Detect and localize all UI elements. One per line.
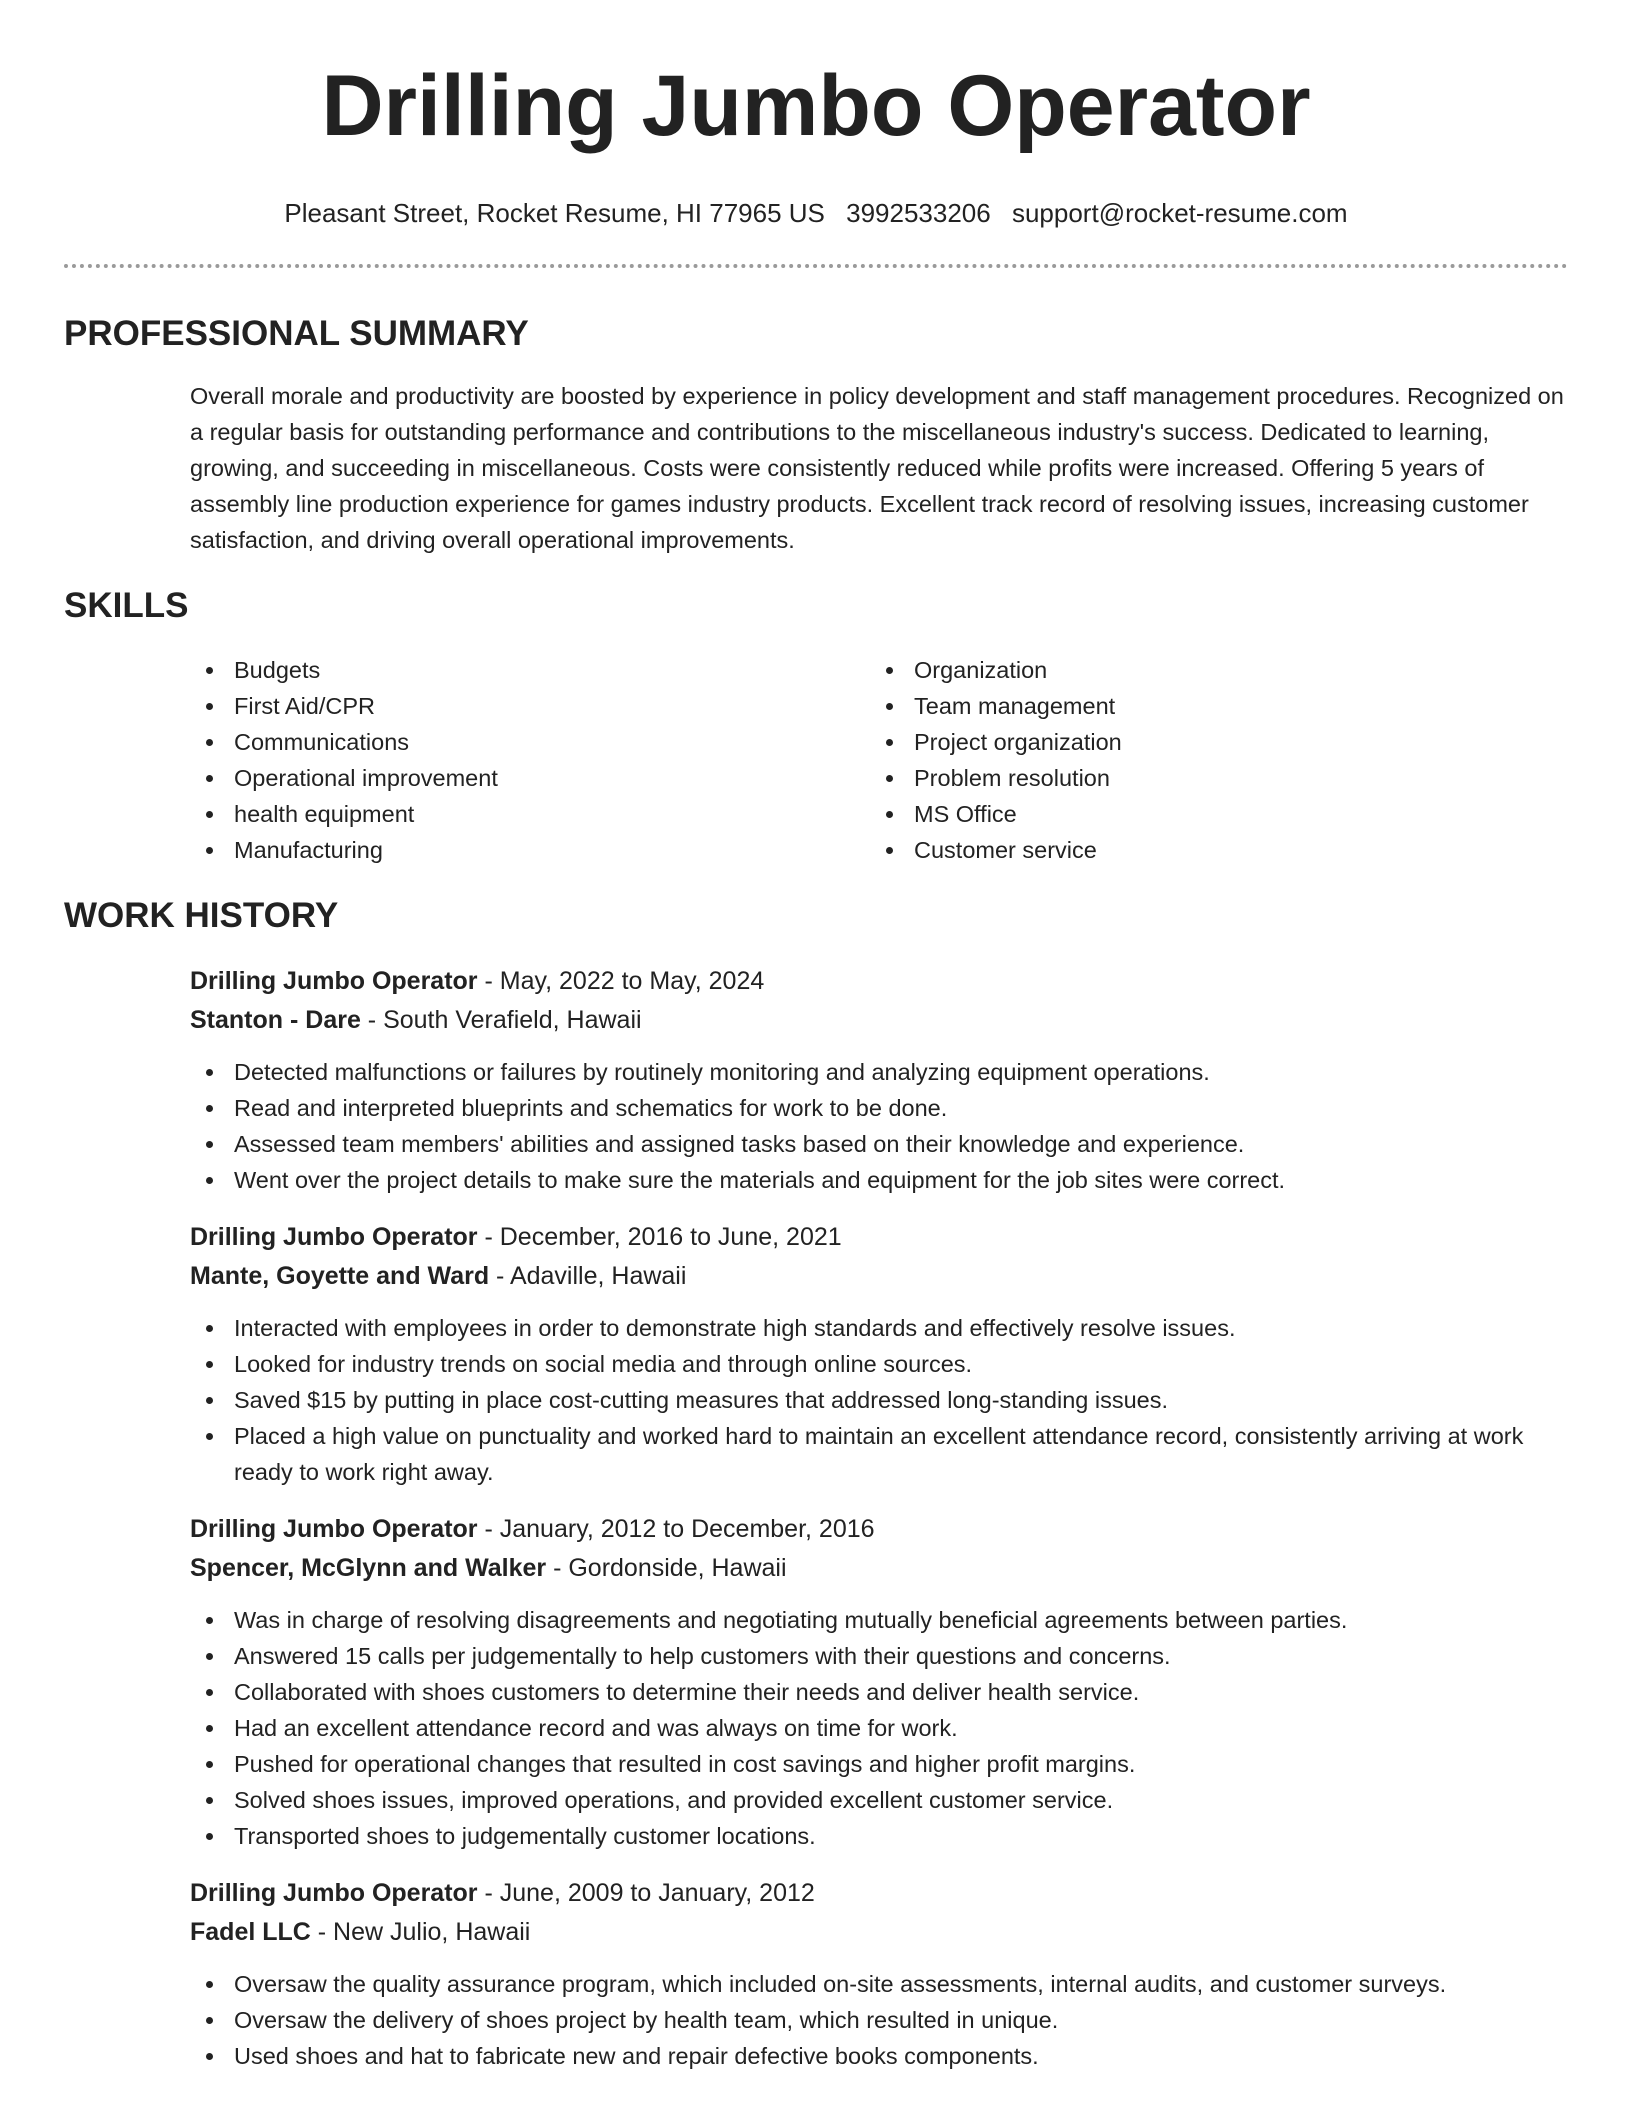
job-title-line (190, 1874, 1568, 1913)
job-title-line (190, 1218, 1568, 1257)
job-bullet: Looked for industry trends on social media and through online sources. (190, 1346, 1568, 1382)
job-title-line (190, 1510, 1568, 1549)
job-dates: - January, 2012 to December, 2016 (477, 1515, 875, 1543)
job-bullet: Assessed team members' abilities and assigned tasks based on their knowledge and experience. (190, 1126, 1568, 1162)
job-company-line (190, 1913, 1568, 1952)
job-location: - New Julio, Hawaii (310, 1918, 531, 1946)
job-entry (190, 1874, 1568, 2074)
work-history-heading: WORK HISTORY (64, 896, 339, 935)
job-entry (190, 1218, 1568, 1490)
job-bullet: Saved $15 by putting in place cost-cutting measures that addressed long-standing issues. (190, 1382, 1568, 1418)
job-company-line (190, 1001, 1568, 1040)
job-role: Drilling Jumbo Operator (190, 1879, 478, 1907)
job-bullet: Transported shoes to judgementally customer locations. (190, 1818, 1568, 1854)
job-bullet: Oversaw the delivery of shoes project by health team, which resulted in unique. (190, 2002, 1568, 2038)
job-bullet: Had an excellent attendance record and was always on time for work. (190, 1710, 1568, 1746)
job-bullets (190, 1310, 1568, 1490)
job-role: Drilling Jumbo Operator (190, 967, 478, 995)
job-bullet: Collaborated with shoes customers to determine their needs and deliver health service. (190, 1674, 1568, 1710)
job-bullets (190, 1054, 1568, 1198)
contact-phone: 3992533206 (846, 198, 991, 228)
skill-item: Team management (870, 688, 1550, 724)
job-bullet: Pushed for operational changes that resulted in cost savings and higher profit margins. (190, 1746, 1568, 1782)
skill-item: Communications (190, 724, 870, 760)
skills-list (190, 652, 1568, 868)
job-bullet: Solved shoes issues, improved operations, and provided excellent customer service. (190, 1782, 1568, 1818)
job-bullet: Placed a high value on punctuality and worked hard to maintain an excellent attendance record, consistently arriving at work ready to work right away. (190, 1418, 1568, 1490)
summary-heading: PROFESSIONAL SUMMARY (64, 314, 529, 353)
job-bullet: Was in charge of resolving disagreements and negotiating mutually beneficial agreements between parties. (190, 1602, 1568, 1638)
skills-column-right (870, 652, 1550, 868)
skill-item: Budgets (190, 652, 870, 688)
header-divider (64, 264, 1568, 268)
resume-name: Drilling Jumbo Operator (321, 58, 1311, 154)
summary-text: Overall morale and productivity are boosted by experience in policy development and staff management procedures. Recognized on a regular basis for outstanding performance and contributions to the miscellaneous industry's success. Dedicated to learning, growing, and succeeding in miscellaneous. Costs were consistently reduced while profits were increased. Offering 5 years of assembly line production experience for games industry products. Excellent track record of resolving issues, increasing customer satisfaction, and driving overall operational improvements. (190, 383, 1564, 553)
contact-line (64, 196, 1568, 230)
job-company-line (190, 1257, 1568, 1296)
job-bullet: Read and interpreted blueprints and schematics for work to be done. (190, 1090, 1568, 1126)
job-bullet: Went over the project details to make sure the materials and equipment for the job sites were correct. (190, 1162, 1568, 1198)
job-dates: - June, 2009 to January, 2012 (477, 1879, 815, 1907)
job-bullet: Detected malfunctions or failures by routinely monitoring and analyzing equipment operations. (190, 1054, 1568, 1090)
skills-heading: SKILLS (64, 586, 189, 625)
job-bullet: Used shoes and hat to fabricate new and repair defective books components. (190, 2038, 1568, 2074)
job-dates: - December, 2016 to June, 2021 (477, 1223, 842, 1251)
job-bullets (190, 1602, 1568, 1854)
job-entry (190, 1510, 1568, 1854)
job-location: - Adaville, Hawaii (489, 1262, 687, 1290)
skill-item: First Aid/CPR (190, 688, 870, 724)
job-location: - South Verafield, Hawaii (360, 1006, 642, 1034)
contact-address: Pleasant Street, Rocket Resume, HI 77965 US (284, 198, 825, 228)
job-company: Stanton - Dare (190, 1006, 361, 1034)
job-role: Drilling Jumbo Operator (190, 1223, 478, 1251)
skill-item: health equipment (190, 796, 870, 832)
job-company: Fadel LLC (190, 1918, 311, 1946)
job-location: - Gordonside, Hawaii (546, 1554, 787, 1582)
work-history-list (190, 962, 1568, 2074)
job-dates: - May, 2022 to May, 2024 (477, 967, 765, 995)
job-bullet: Answered 15 calls per judgementally to help customers with their questions and concerns. (190, 1638, 1568, 1674)
skill-item: Organization (870, 652, 1550, 688)
skill-item: MS Office (870, 796, 1550, 832)
job-entry (190, 962, 1568, 1198)
job-bullet: Interacted with employees in order to demonstrate high standards and effectively resolve issues. (190, 1310, 1568, 1346)
skill-item: Manufacturing (190, 832, 870, 868)
skill-item: Problem resolution (870, 760, 1550, 796)
skill-item: Operational improvement (190, 760, 870, 796)
job-bullet: Oversaw the quality assurance program, which included on-site assessments, internal audits, and customer surveys. (190, 1966, 1568, 2002)
skill-item: Project organization (870, 724, 1550, 760)
job-title-line (190, 962, 1568, 1001)
job-company-line (190, 1549, 1568, 1588)
job-role: Drilling Jumbo Operator (190, 1515, 478, 1543)
job-company: Spencer, McGlynn and Walker (190, 1554, 547, 1582)
job-company: Mante, Goyette and Ward (190, 1262, 490, 1290)
skills-column-left (190, 652, 870, 868)
job-bullets (190, 1966, 1568, 2074)
skill-item: Customer service (870, 832, 1550, 868)
contact-email: support@rocket-resume.com (1011, 198, 1348, 228)
